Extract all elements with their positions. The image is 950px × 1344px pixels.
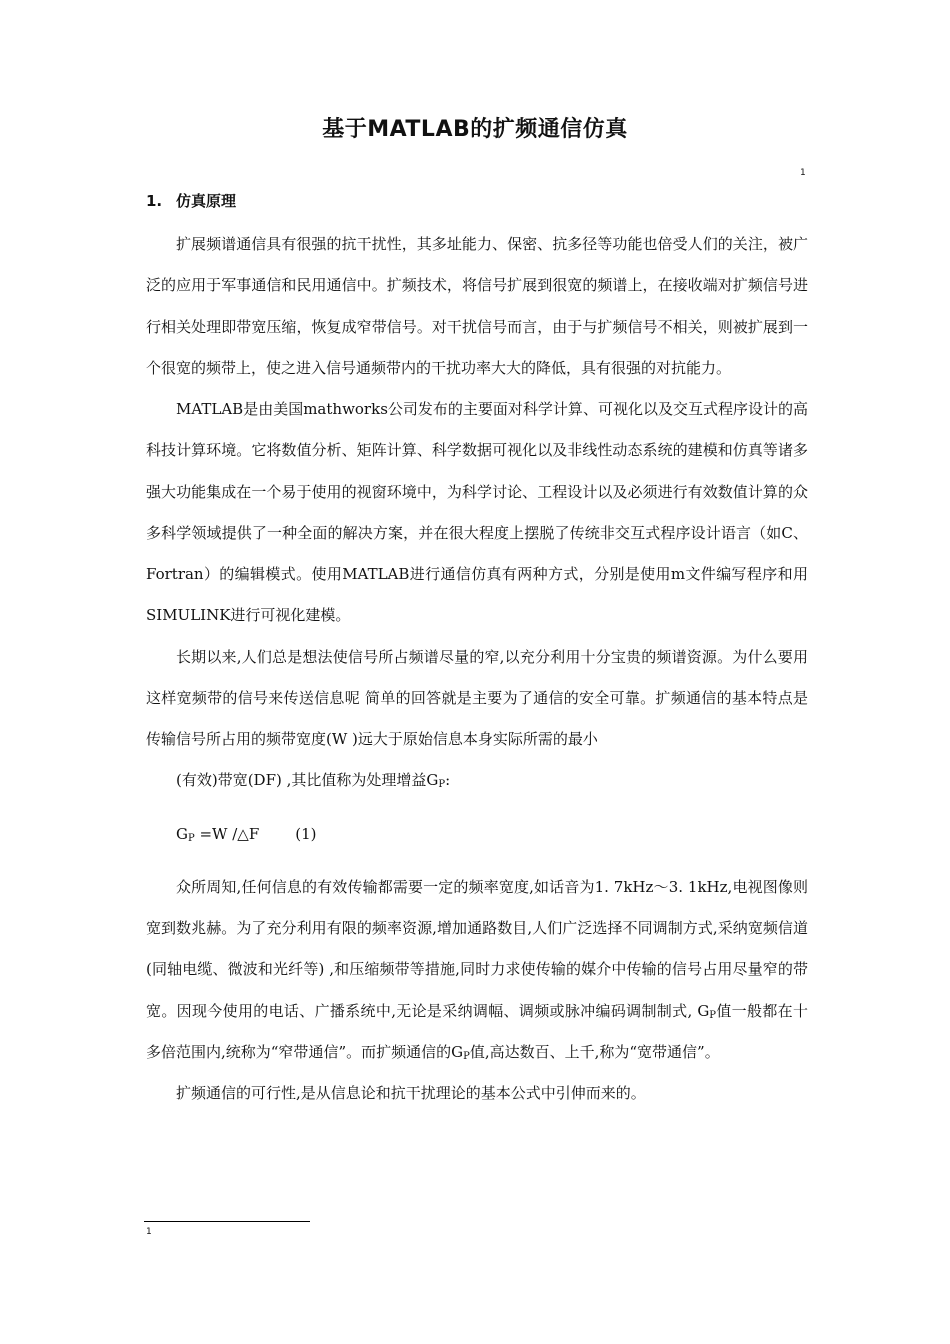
processing-gain-colon: : — [445, 771, 451, 790]
formula-expression: =W /△F — [194, 824, 260, 843]
footnote-reference-mark: 1 — [800, 168, 806, 178]
narrowband-text-a: 众所周知,任何信息的有效传输都需要一定的频率宽度,如话音为1. 7kHz～3. 1kHz,电视图像则宽到数兆赫。为了充分利用有限的频率资源,增加通路数目,人们广泛选择不同调制方式,采纳宽频信道(同轴电缆、微波和光纤等) ,和压缩频带等措施,同时力求使传输的媒介中传输的信号占用尽量窄的带宽。因现今使用的电话、广播系统中,无论是采纳调幅、调频或脉冲编码调制制式, G — [146, 877, 808, 1020]
processing-gain-subscript: P — [438, 779, 446, 791]
section-title: 仿真原理 — [176, 192, 237, 210]
gp-subscript-1: P — [709, 1009, 717, 1021]
paragraph-processing-gain-line — [146, 760, 808, 801]
gp-subscript-2: P — [463, 1050, 470, 1062]
paragraph-spread-spectrum-intro: 扩展频谱通信具有很强的抗干扰性，其多址能力、保密、抗多径等功能也倍受人们的关注，被广泛的应用于军事通信和民用通信中。扩频技术，将信号扩展到很宽的频谱上，在接收端对扩频信号进行相关处理即带宽压缩，恢复成窄带信号。对干扰信号而言，由于与扩频信号不相关，则被扩展到一个很宽的频带上，使之进入信号通频带内的干扰功率大大的降低，具有很强的对抗能力。 — [146, 235, 808, 377]
footnote-text: 1 — [146, 1227, 152, 1237]
paragraph-matlab-intro: MATLAB是由美国mathworks公司发布的主要面对科学计算、可视化以及交互式程序设计的高科技计算环境。它将数值分析、矩阵计算、科学数据可视化以及非线性动态系统的建模和仿真等诸多强大功能集成在一个易于使用的视窗环境中，为科学讨论、工程设计以及必须进行有效数值计算的众多科学领域提供了一种全面的解决方案，并在很大程度上摆脱了传统非交互式程序设计语言（如C、Fortran）的编辑模式。使用MATLAB进行通信仿真有两种方式，分别是使用m文件编写程序和用SIMULINK进行可视化建模。 — [146, 400, 808, 625]
formula-number: (1) — [295, 824, 317, 843]
processing-gain-text: (有效)带宽(DF) ,其比值称为处理增益G — [176, 771, 439, 790]
paragraph-narrowband-vs-wideband — [146, 867, 808, 1073]
body-text — [146, 224, 808, 1114]
document-title: 基于MATLAB的扩频通信仿真 — [322, 117, 628, 142]
formula-g: G — [176, 824, 188, 843]
section-heading — [146, 190, 236, 211]
narrowband-text-b: 值一般都在十多倍范围内,统称为“窄带通信”。而扩频通信的G — [146, 1001, 808, 1061]
paragraph-feasibility: 扩频通信的可行性,是从信息论和抗干扰理论的基本公式中引伸而来的。 — [176, 1084, 646, 1102]
narrowband-text-c: 值,高达数百、上千,称为“宽带通信”。 — [469, 1042, 720, 1061]
footnote-divider — [144, 1221, 310, 1222]
formula-subscript: P — [187, 832, 195, 844]
section-number: 1. — [146, 192, 163, 210]
formula-processing-gain — [146, 814, 808, 855]
paragraph-bandwidth-motivation: 长期以来,人们总是想法使信号所占频谱尽量的窄,以充分利用十分宝贵的频谱资源。为什么要用这样宽频带的信号来传送信息呢 简单的回答就是主要为了通信的安全可靠。扩频通信的基本特点是传输信号所占用的频带宽度(W )远大于原始信息本身实际所需的最小 — [146, 647, 808, 748]
